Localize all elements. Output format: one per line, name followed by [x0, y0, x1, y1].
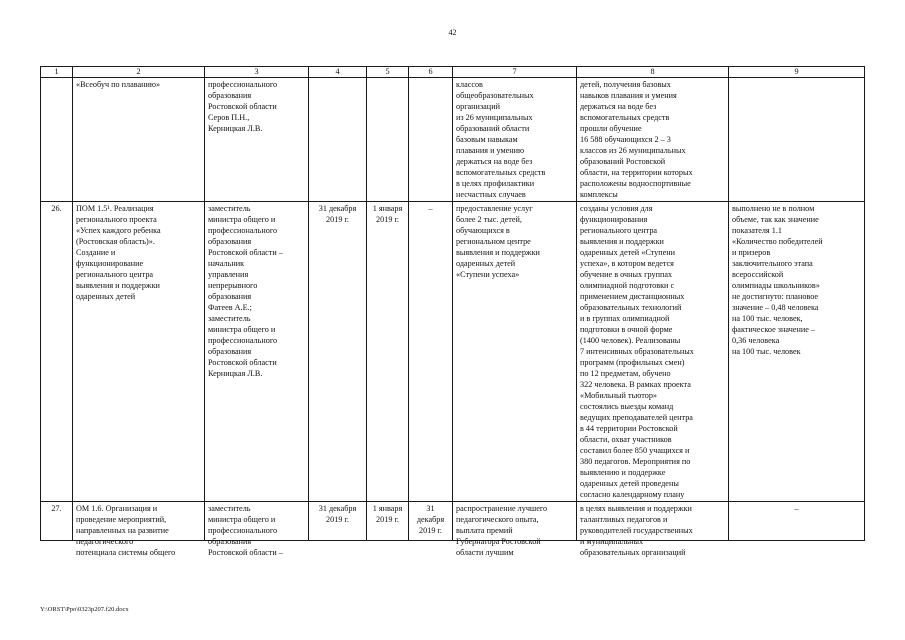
- actual-result-cell: детей, получения базовых навыков плавания и умения держаться на воде без вспомогательных средств прошли обучение 16 588 обучающихся 2 – 3 классов из 26 муниципальных образований Ростовской области, на территории которых расположены водноспортивные комплексы: [577, 78, 729, 202]
- column-number: 5: [367, 67, 409, 78]
- row-number-cell: [41, 502, 73, 541]
- responsible-cell: профессионального образования Ростовской области Серов П.Н., Керницкая Л.В.: [205, 78, 309, 202]
- planned-date-cell: 31 декабря 2019 г.: [309, 202, 367, 502]
- end-date-cell: [409, 502, 453, 541]
- expected-result-cell: предоставление услуг более 2 тыс. детей, обучающихся в региональном центре выявления и поддержки одаренных детей «Ступени успеха»: [453, 202, 577, 502]
- column-number: 6: [409, 67, 453, 78]
- end-date-text: 31 декабря 2019 г.: [416, 504, 445, 535]
- report-table: [40, 66, 865, 557]
- end-date-cell: [409, 78, 453, 202]
- expected-result-cell: [453, 502, 577, 557]
- column-number: 4: [309, 67, 367, 78]
- end-date-cell: –: [409, 202, 453, 502]
- planned-date-cell: [309, 502, 367, 541]
- responsible-cell: заместитель министра общего и профессионального образования Ростовской области – начальник управления непрерывного образования Фатеев А.Е.; заместитель министра общего и профессионального образования Ростовской области Керницкая Л.В.: [205, 202, 309, 502]
- problems-cell: выполнено не в полном объеме, так как значение показателя 1.1 «Количество победителей и призеров заключительного этапа всероссийской олимпиады школьников» не достигнуто: плановое значение – 0,48 человека на 100 тыс. человек, фактическое значение – 0,36 человека на 100 тыс. человек: [729, 202, 865, 502]
- column-number: 3: [205, 67, 309, 78]
- row-number-cell: 26.: [41, 202, 73, 502]
- actual-result-cell: [577, 502, 729, 557]
- column-number: 8: [577, 67, 729, 78]
- start-date-cell: [367, 78, 409, 202]
- problems-text: –: [794, 504, 799, 513]
- measure-name-cell: ПОМ 1.5¹. Реализация регионального проекта «Успех каждого ребенка (Ростовская область)». Создание и функционирование регионального центра выявления и поддержки одаренных детей: [73, 202, 205, 502]
- measure-name-text: ОМ 1.6. Организация и проведение мероприятий, направленных на развитие педагогического потенциала системы общего: [76, 504, 176, 557]
- responsible-text: заместитель министра общего и профессионального образования Ростовской области –: [208, 504, 283, 557]
- table-row: [41, 78, 865, 202]
- measure-name-cell: «Всеобуч по плаванию»: [73, 78, 205, 202]
- expected-result-text: распространение лучшего педагогического опыта, выплата премий Губернатора Ростовской области лучшим: [456, 504, 548, 557]
- column-number: 7: [453, 67, 577, 78]
- file-path-footer: Y:\ORST\Ppo\0323p207.f20.docx: [40, 606, 129, 613]
- start-date-cell: [367, 502, 409, 541]
- row-number-text: 27.: [51, 504, 62, 513]
- start-date-cell: 1 января 2019 г.: [367, 202, 409, 502]
- planned-date-text: 31 декабря 2019 г.: [318, 504, 357, 524]
- problems-cell: [729, 502, 865, 541]
- page-number: 42: [448, 28, 457, 37]
- table-row: [41, 202, 865, 502]
- actual-result-text: в целях выявления и поддержки талантливых педагогов и руководителей государственных и муниципальных образовательных организаций: [580, 504, 693, 557]
- responsible-cell: [205, 502, 309, 557]
- table-row: [41, 502, 865, 541]
- expected-result-cell: классов общеобразовательных организаций из 26 муниципальных образований области базовым навыкам плавания и умению держаться на воде без вспомогательных средств в целях профилактики несчастных случаев: [453, 78, 577, 202]
- start-date-text: 1 января 2019 г.: [372, 504, 403, 524]
- column-number: 1: [41, 67, 73, 78]
- column-number-row: [41, 67, 865, 78]
- planned-date-cell: [309, 78, 367, 202]
- actual-result-cell: созданы условия для функционирования регионального центра выявления и поддержки одаренных детей «Ступени успеха», в котором ведется обучение в очных группах олимпиадной подготовки с применением дистанционных образовательных технологий и в группах олимпиадной подготовки в очной форме (1400 человек). Реализованы 7 интенсивных образовательных программ (профильных смен) по 12 предметам, обучено 322 человека. В рамках проекта «Мобильный тьютор» состоялись выезды команд ведущих преподавателей центра в 44 территории Ростовской области, охват участников составил более 850 учащихся и 380 педагогов. Мероприятия по выявлению и поддержке одаренных детей проведены согласно календарному плану: [577, 202, 729, 502]
- row-number-cell: [41, 78, 73, 202]
- problems-cell: [729, 78, 865, 202]
- measure-name-cell: [73, 502, 205, 557]
- column-number: 2: [73, 67, 205, 78]
- column-number: 9: [729, 67, 865, 78]
